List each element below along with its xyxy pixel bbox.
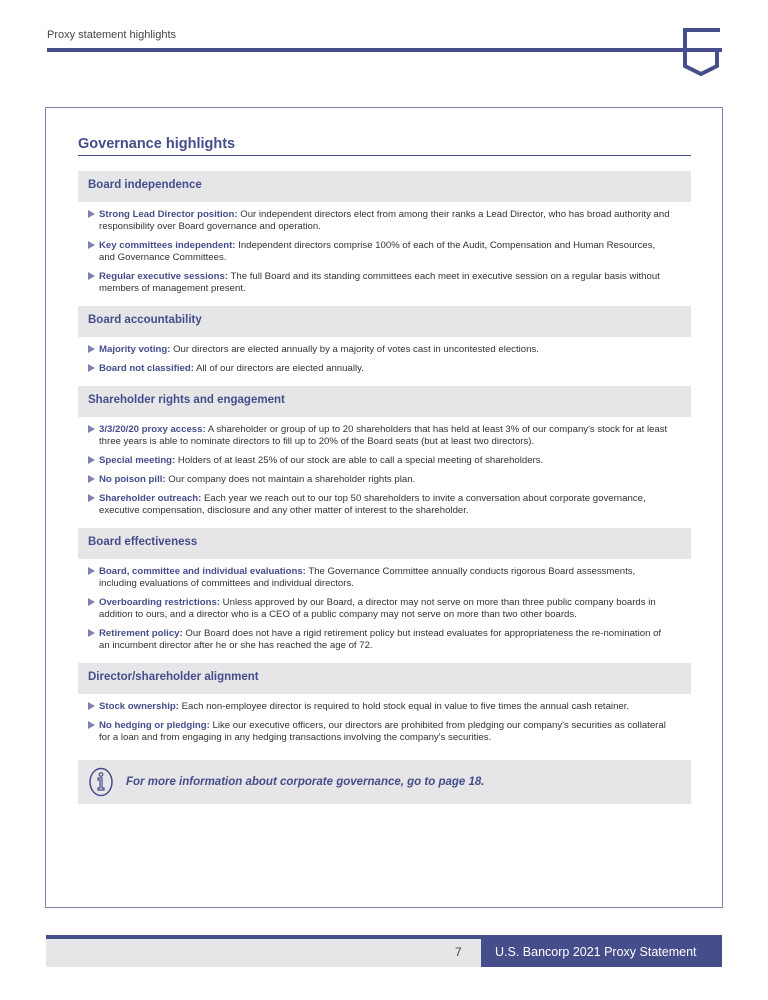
info-icon [88, 767, 114, 797]
list-item [78, 209, 691, 233]
running-header: Proxy statement highlights [47, 29, 177, 41]
item-text: Our company does not maintain a shareholder rights plan. [165, 474, 416, 485]
info-link-text[interactable]: For more information about corporate governance, go to page 18. [126, 776, 485, 788]
page-number: 7 [455, 945, 462, 959]
list-item [78, 271, 691, 295]
arrow-bullet-icon [88, 272, 95, 280]
list-item [78, 424, 691, 448]
item-label: No hedging or pledging: [99, 720, 210, 731]
item-label: Regular executive sessions: [99, 271, 229, 282]
page-title: Governance highlights [78, 136, 691, 156]
section-heading: Board accountability [78, 306, 691, 337]
item-label: Special meeting: [99, 455, 176, 466]
bullet-list [78, 209, 691, 295]
section-heading: Board independence [78, 171, 691, 202]
item-text: The full Board and its standing committees each meet in executive session on a regular basis without members of management present. [99, 271, 660, 294]
item-text: Unless approved by our Board, a director may not serve on more than three public company boards in addition to ours, and a director who is a CEO of a public company may not serve on more than two other boards. [99, 597, 656, 620]
list-item [78, 344, 691, 356]
arrow-bullet-icon [88, 702, 95, 710]
list-item [78, 597, 691, 621]
section-heading: Board effectiveness [78, 528, 691, 559]
list-item [78, 474, 691, 486]
item-text: Each year we reach out to our top 50 shareholders to invite a conversation about corporate governance, executive compensation, disclosure and any other matter of interest to the shareholder. [99, 493, 646, 516]
item-label: Key committees independent: [99, 240, 236, 251]
item-text: All of our directors are elected annually. [193, 363, 364, 374]
section-heading: Director/shareholder alignment [78, 663, 691, 694]
item-label: Board, committee and individual evaluations: [99, 566, 306, 577]
list-item [78, 566, 691, 590]
item-label: 3/3/20/20 proxy access: [99, 424, 206, 435]
arrow-bullet-icon [88, 567, 95, 575]
item-label: Shareholder outreach: [99, 493, 202, 504]
governance-highlights-panel [45, 107, 723, 908]
arrow-bullet-icon [88, 598, 95, 606]
item-text: The Governance Committee annually conducts rigorous Board assessments, including evaluations of committees and individual directors. [99, 566, 636, 589]
arrow-bullet-icon [88, 425, 95, 433]
item-text: Each non-employee director is required to hold stock equal in value to five times the annual cash retainer. [178, 701, 630, 712]
item-label: No poison pill: [99, 474, 166, 485]
item-text: Our independent directors elect from among their ranks a Lead Director, who has broad authority and responsibility over Board governance and operation. [99, 209, 670, 232]
bullet-list [78, 424, 691, 517]
item-label: Board not classified: [99, 363, 194, 374]
item-text: Our Board does not have a rigid retirement policy but instead evaluates for appropriateness the re-nomination of an incumbent director after he or she has reached the age of 72. [99, 628, 662, 651]
info-callout [78, 760, 691, 804]
item-label: Stock ownership: [99, 701, 179, 712]
header-rule [47, 48, 722, 52]
bullet-list [78, 344, 691, 375]
item-text: Our directors are elected annually by a majority of votes cast in uncontested elections. [170, 344, 539, 355]
arrow-bullet-icon [88, 364, 95, 372]
arrow-bullet-icon [88, 210, 95, 218]
arrow-bullet-icon [88, 456, 95, 464]
bullet-list [78, 701, 691, 744]
list-item [78, 455, 691, 467]
list-item [78, 628, 691, 652]
item-label: Strong Lead Director position: [99, 209, 238, 220]
list-item [78, 493, 691, 517]
arrow-bullet-icon [88, 241, 95, 249]
list-item [78, 363, 691, 375]
sections [78, 171, 691, 744]
item-label: Majority voting: [99, 344, 171, 355]
item-text: Holders of at least 25% of our stock are able to call a special meeting of shareholders. [175, 455, 544, 466]
footer-band [46, 939, 481, 967]
list-item [78, 720, 691, 744]
footer-doc-title: U.S. Bancorp 2021 Proxy Statement [481, 937, 722, 967]
section-heading: Shareholder rights and engagement [78, 386, 691, 417]
list-item [78, 240, 691, 264]
item-label: Retirement policy: [99, 628, 183, 639]
item-text: Independent directors comprise 100% of each of the Audit, Compensation and Human Resources, and Governance Committees. [99, 240, 656, 263]
list-item [78, 701, 691, 713]
item-text: A shareholder or group of up to 20 shareholders that has held at least 3% of our company's stock for at least three years is able to nominate directors to fill up to 20% of the Board seats (but at least two directors). [99, 424, 668, 447]
shield-logo-icon [680, 28, 722, 78]
arrow-bullet-icon [88, 721, 95, 729]
arrow-bullet-icon [88, 475, 95, 483]
arrow-bullet-icon [88, 629, 95, 637]
arrow-bullet-icon [88, 494, 95, 502]
item-text: Like our executive officers, our directors are prohibited from pledging our company's securities as collateral for a loan and from engaging in any hedging transactions involving the company's securities. [99, 720, 666, 743]
item-label: Overboarding restrictions: [99, 597, 221, 608]
arrow-bullet-icon [88, 345, 95, 353]
bullet-list [78, 566, 691, 652]
